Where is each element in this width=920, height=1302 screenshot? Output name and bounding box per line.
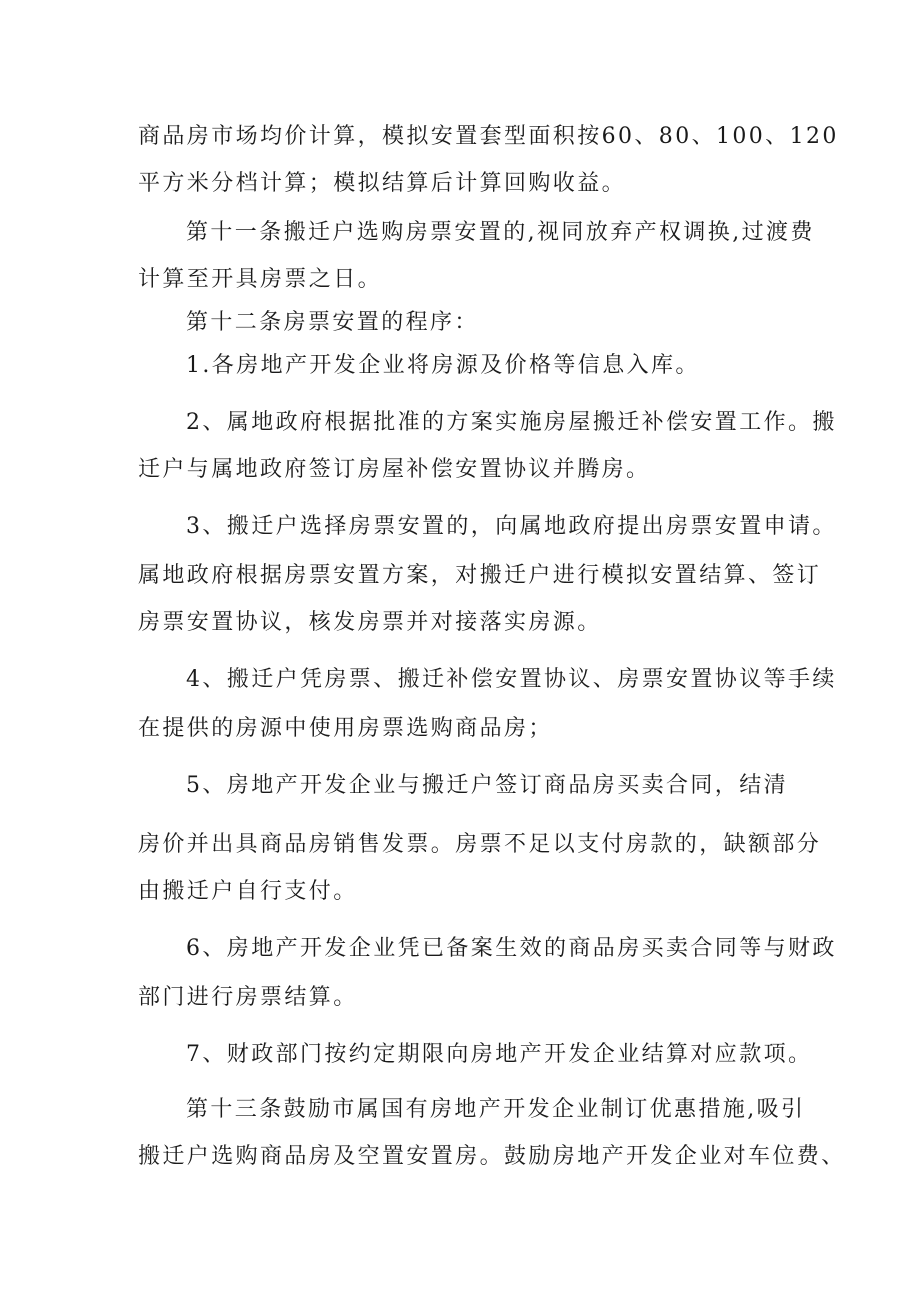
text-line: 搬迁户选购商品房及空置安置房。鼓励房地产开发企业对车位费、 — [138, 1144, 846, 1169]
procedure-step-4: 4、搬迁户凭房票、搬迁补偿安置协议、房票安置协议等手续 — [186, 667, 837, 692]
text-line: 房价并出具商品房销售发票。房票不足以支付房款的，缺额部分 — [138, 832, 822, 857]
article-11-line: 第十一条搬迁户选购房票安置的,视同放弃产权调换,过渡费 — [186, 220, 815, 245]
text-line: 由搬迁户自行支付。 — [138, 879, 358, 904]
text-line: 在提供的房源中使用房票选购商品房； — [138, 716, 553, 741]
procedure-step-2: 2、属地政府根据批准的方案实施房屋搬迁补偿安置工作。搬 — [186, 410, 837, 435]
text-line: 商品房市场均价计算，模拟安置套型面积按60、80、100、120 — [138, 124, 839, 149]
procedure-step-5: 5、房地产开发企业与搬迁户签订商品房买卖合同，结清 — [186, 773, 788, 798]
procedure-step-6: 6、房地产开发企业凭已备案生效的商品房买卖合同等与财政 — [186, 936, 837, 961]
text-line: 计算至开具房票之日。 — [138, 267, 383, 292]
text-line: 属地政府根据房票安置方案，对搬迁户进行模拟安置结算、签订 — [138, 563, 822, 588]
text-line: 部门进行房票结算。 — [138, 985, 358, 1010]
procedure-step-3: 3、搬迁户选择房票安置的，向属地政府提出房票安置申请。 — [186, 514, 837, 539]
text-line: 平方米分档计算；模拟结算后计算回购收益。 — [138, 171, 627, 196]
procedure-step-1: 1.各房地产开发企业将房源及价格等信息入库。 — [186, 353, 700, 378]
procedure-step-7: 7、财政部门按约定期限向房地产开发企业结算对应款项。 — [186, 1042, 813, 1067]
article-13-line: 第十三条鼓励市属国有房地产开发企业制订优惠措施,吸引 — [186, 1097, 806, 1122]
text-line: 房票安置协议，核发房票并对接落实房源。 — [138, 610, 602, 635]
text-line: 迁户与属地政府签订房屋补偿安置协议并腾房。 — [138, 457, 651, 482]
article-12-heading: 第十二条房票安置的程序： — [186, 310, 479, 335]
